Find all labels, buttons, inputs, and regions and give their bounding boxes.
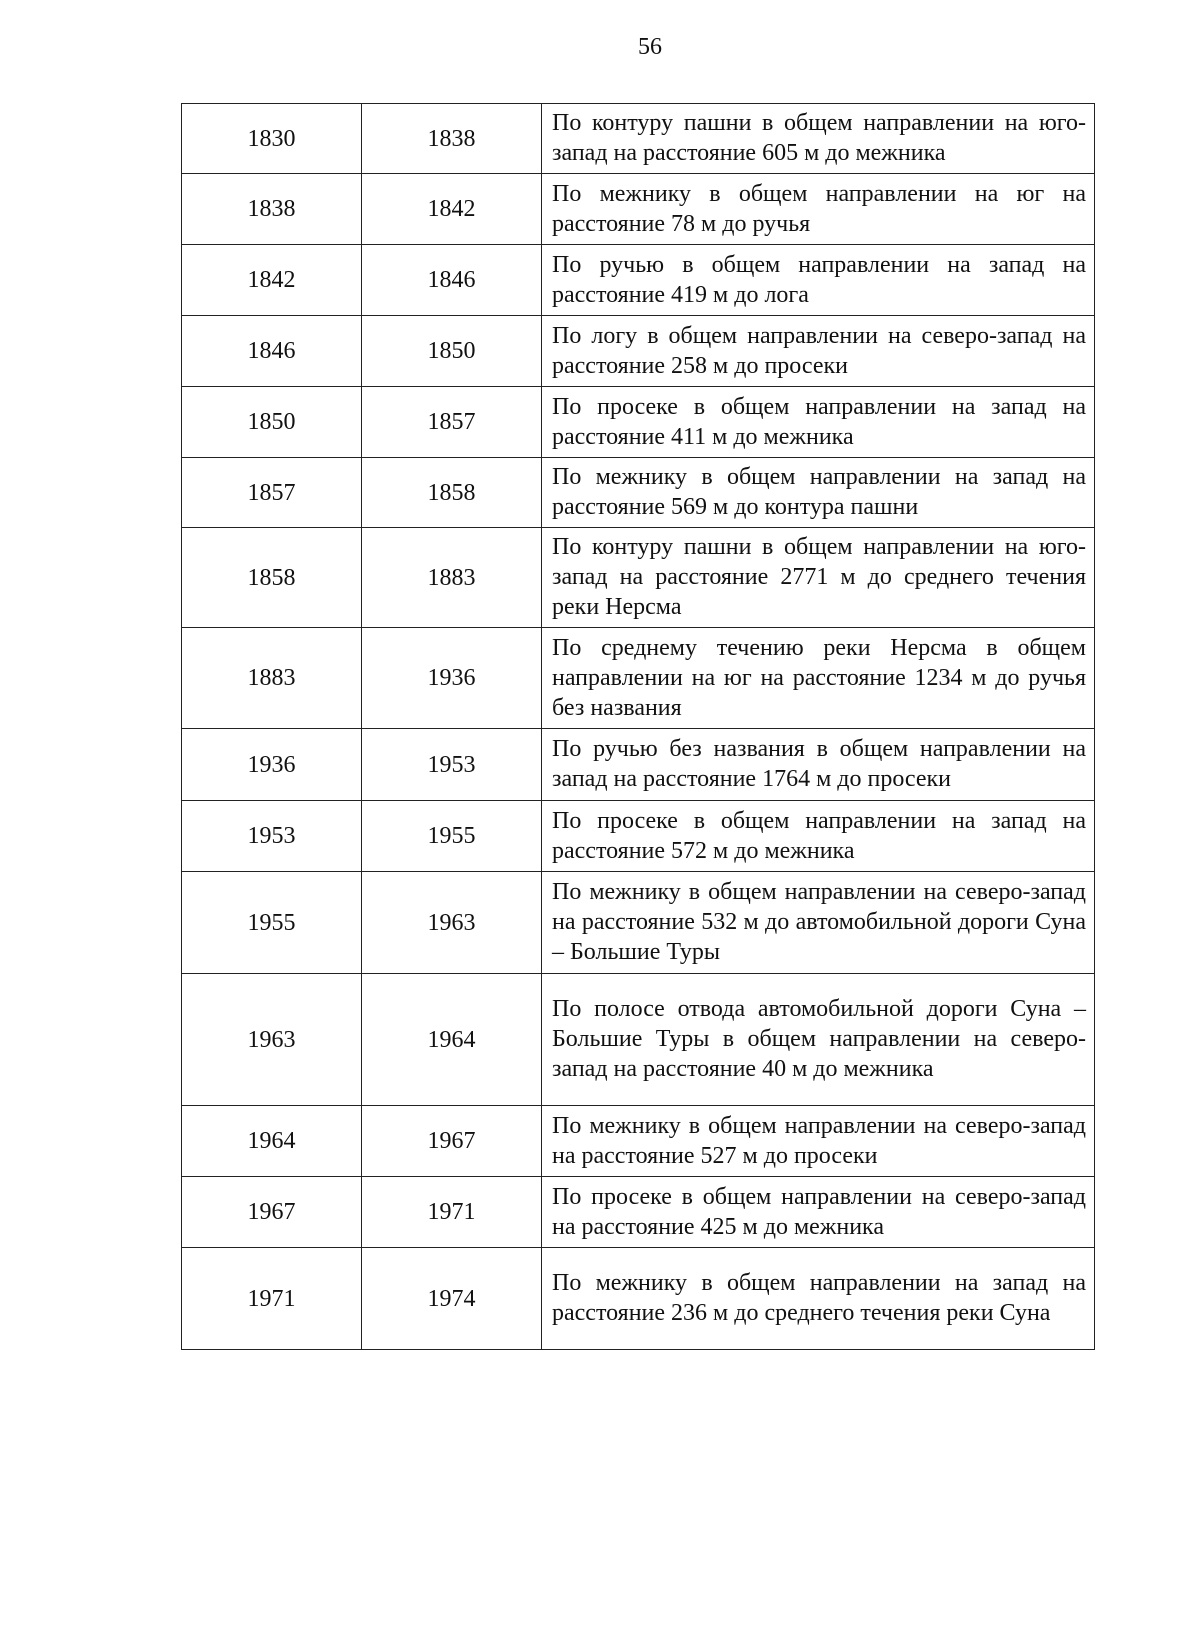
table-row: [182, 1177, 1095, 1248]
description-cell: По просеке в общем направлении на запад на расстояние 572 м до межника: [542, 801, 1095, 872]
description-cell: По ручью без названия в общем направлении на запад на расстояние 1764 м до просеки: [542, 729, 1095, 801]
table-row: [182, 528, 1095, 628]
table-row: [182, 729, 1095, 801]
table-row: [182, 628, 1095, 729]
page-number: 56: [638, 34, 662, 60]
description-cell: По среднему течению реки Нерсма в общем направлении на юг на расстояние 1234 м до ручья без названия: [542, 628, 1095, 729]
to-point-cell: 1842: [362, 174, 542, 245]
description-cell: По межнику в общем направлении на северо-запад на расстояние 532 м до автомобильной дороги Суна – Большие Туры: [542, 872, 1095, 974]
table-row: [182, 974, 1095, 1106]
to-point-cell: 1858: [362, 458, 542, 528]
from-point-cell: 1838: [182, 174, 362, 245]
to-point-cell: 1963: [362, 872, 542, 974]
to-point-cell: 1971: [362, 1177, 542, 1248]
to-point-cell: 1936: [362, 628, 542, 729]
boundary-description-table: [181, 103, 1095, 1350]
from-point-cell: 1953: [182, 801, 362, 872]
table-row: [182, 458, 1095, 528]
from-point-cell: 1963: [182, 974, 362, 1106]
to-point-cell: 1955: [362, 801, 542, 872]
table-row: [182, 316, 1095, 387]
description-cell: По логу в общем направлении на северо-запад на расстояние 258 м до просеки: [542, 316, 1095, 387]
to-point-cell: 1974: [362, 1248, 542, 1350]
description-cell: По межнику в общем направлении на запад на расстояние 569 м до контура пашни: [542, 458, 1095, 528]
table-row: [182, 801, 1095, 872]
to-point-cell: 1967: [362, 1106, 542, 1177]
table-row: [182, 245, 1095, 316]
description-cell: По контуру пашни в общем направлении на юго-запад на расстояние 2771 м до среднего течения реки Нерсма: [542, 528, 1095, 628]
description-cell: По ручью в общем направлении на запад на расстояние 419 м до лога: [542, 245, 1095, 316]
to-point-cell: 1953: [362, 729, 542, 801]
to-point-cell: 1964: [362, 974, 542, 1106]
from-point-cell: 1858: [182, 528, 362, 628]
from-point-cell: 1846: [182, 316, 362, 387]
from-point-cell: 1971: [182, 1248, 362, 1350]
to-point-cell: 1850: [362, 316, 542, 387]
table-row: [182, 1248, 1095, 1350]
to-point-cell: 1838: [362, 104, 542, 174]
table-row: [182, 174, 1095, 245]
from-point-cell: 1850: [182, 387, 362, 458]
description-cell: По полосе отвода автомобильной дороги Суна – Большие Туры в общем направлении на северо-запад на расстояние 40 м до межника: [542, 974, 1095, 1106]
to-point-cell: 1846: [362, 245, 542, 316]
from-point-cell: 1955: [182, 872, 362, 974]
from-point-cell: 1857: [182, 458, 362, 528]
to-point-cell: 1883: [362, 528, 542, 628]
description-cell: По межнику в общем направлении на запад на расстояние 236 м до среднего течения реки Суна: [542, 1248, 1095, 1350]
from-point-cell: 1967: [182, 1177, 362, 1248]
from-point-cell: 1883: [182, 628, 362, 729]
description-cell: По межнику в общем направлении на юг на расстояние 78 м до ручья: [542, 174, 1095, 245]
description-cell: По просеке в общем направлении на северо-запад на расстояние 425 м до межника: [542, 1177, 1095, 1248]
from-point-cell: 1936: [182, 729, 362, 801]
description-cell: По просеке в общем направлении на запад на расстояние 411 м до межника: [542, 387, 1095, 458]
table-row: [182, 104, 1095, 174]
table-row: [182, 387, 1095, 458]
description-cell: По межнику в общем направлении на северо-запад на расстояние 527 м до просеки: [542, 1106, 1095, 1177]
table-row: [182, 1106, 1095, 1177]
description-cell: По контуру пашни в общем направлении на юго-запад на расстояние 605 м до межника: [542, 104, 1095, 174]
table-body: [182, 104, 1095, 1350]
table-row: [182, 872, 1095, 974]
to-point-cell: 1857: [362, 387, 542, 458]
from-point-cell: 1964: [182, 1106, 362, 1177]
from-point-cell: 1842: [182, 245, 362, 316]
from-point-cell: 1830: [182, 104, 362, 174]
